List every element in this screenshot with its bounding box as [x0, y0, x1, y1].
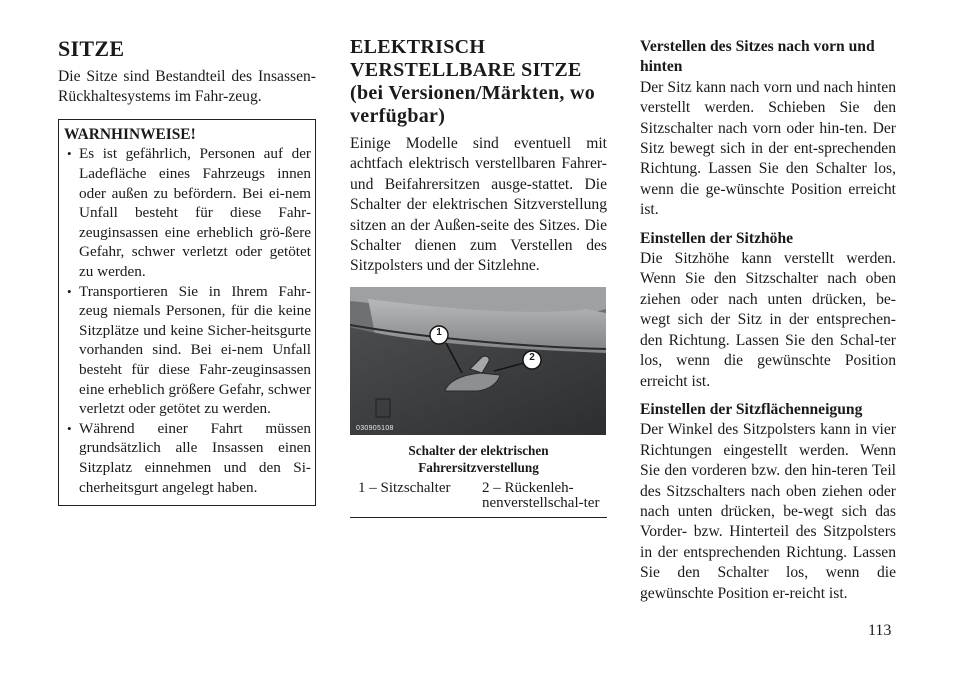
column-seats [58, 30, 316, 506]
subheading-seat-height: Einstellen der Sitzhöhe [640, 229, 794, 247]
warning-list [64, 144, 311, 497]
seat-switch-illustration [350, 287, 606, 435]
section-heading-seats: SITZE [58, 36, 125, 61]
seat-tilt-paragraph: Der Winkel des Sitzpolsters kann in vier Richtungen eingestellt werden. Wenn Sie den vorderen bzw. den hin-teren Teil des Sitzschalters nach oben ziehen oder nach unten drücken, be-wegt sich das Vorder- bzw. Hinterteil des Sitzpolsters in der entsprechenden Richtung. Lassen Sie den Schalter los, wenn die gewünschte Position er-reicht ist. [640, 421, 896, 602]
bullet-icon: • [67, 283, 72, 299]
fore-aft-paragraph: Der Sitz kann nach vorn und nach hinten verstellt werden. Schieben Sie den Sitzschalter nach vorn oder hin-ten. Der Sitz bewegt sich in der ent-sprechenden Richtung. Lassen Sie den Schalter los, wenn die ge-wünschte Position erreicht ist. [640, 78, 896, 219]
subheading-seat-tilt: Einstellen der Sitzflächenneigung [640, 400, 863, 418]
legend-item-recliner-switch: 2 – Rückenleh-nenverstellschal-ter [482, 479, 600, 511]
column-adjustments [640, 37, 896, 612]
caption-line: Schalter der elektrischen [408, 442, 549, 458]
subheading-fore-aft: Verstellen des Sitzes nach vorn und hinten [640, 38, 875, 76]
heading-line: VERSTELLBARE SITZE [350, 59, 582, 81]
callout-1: 1 [436, 326, 442, 338]
legend-item-seat-switch: 1 – Sitzschalter [358, 479, 451, 496]
warning-title: WARNHINWEISE! [64, 125, 196, 143]
figure-code: 030905108 [356, 424, 394, 432]
warning-item: • Es ist gefährlich, Personen auf der Ladefläche eines Fahrzeugs innen oder außen zu befördern. Bei ei-nem Unfall besteht für diese Fahr-zeuginsassen eine erheblich grö-ßere Gefahr, schwer verletzt oder getötet zu werden. [67, 145, 311, 280]
bullet-icon: • [67, 146, 72, 162]
callout-2: 2 [529, 351, 535, 363]
heading-line: verfügbar) [350, 105, 446, 127]
heading-line: ELEKTRISCH [350, 36, 486, 58]
warning-item: • Transportieren Sie in Ihrem Fahr-zeug niemals Personen, für die keine Sitzplätze und keine Sicher-heitsgurte vorhanden sind. Bei ei-nem Unfall besteht für diese Fahr-zeuginsassen eine erheblich größere Gefahr, schwer verletzt oder getötet zu werden. [67, 282, 311, 418]
bullet-icon: • [67, 420, 72, 436]
warning-box [58, 119, 316, 506]
figure-legend [350, 481, 607, 518]
page-number: 113 [868, 622, 892, 639]
seat-height-paragraph: Die Sitzhöhe kann verstellt werden. Wenn Sie den Sitzschalter nach oben ziehen oder nach unten drücken, be-wegt sich der Sitz in der entsprechen-den Richtung. Lassen Sie den Schal-ter los, wenn die gewünschte Position erreicht ist. [640, 250, 896, 390]
caption-line: Fahrersitzverstellung [418, 459, 539, 475]
column-power-seats [350, 30, 607, 518]
heading-line: (bei Versionen/Märkten, wo [350, 82, 596, 104]
power-seats-paragraph: Einige Modelle sind eventuell mit achtfach elektrisch verstellbaren Fahrer- und Beifahrersitzen ausge-stattet. Die Schalter der elektrischen Sitzverstellung sitzen an der Außen-seite des Sitzes. Die Schalter dienen zum Verstellen des Sitzpolsters und der Sitzlehne. [350, 135, 607, 275]
section-heading-power-seats [350, 36, 607, 128]
warning-item: • Während einer Fahrt müssen grundsätzlich alle Insassen einen Sitzplatz einnehmen und den Si-cherheitsgurt angelegt haben. [67, 419, 311, 496]
seats-intro-paragraph: Die Sitze sind Bestandteil des Insassen-Rückhaltesystems im Fahr-zeug. [58, 68, 316, 106]
figure-caption [350, 442, 607, 476]
seat-switch-photo [350, 287, 606, 435]
